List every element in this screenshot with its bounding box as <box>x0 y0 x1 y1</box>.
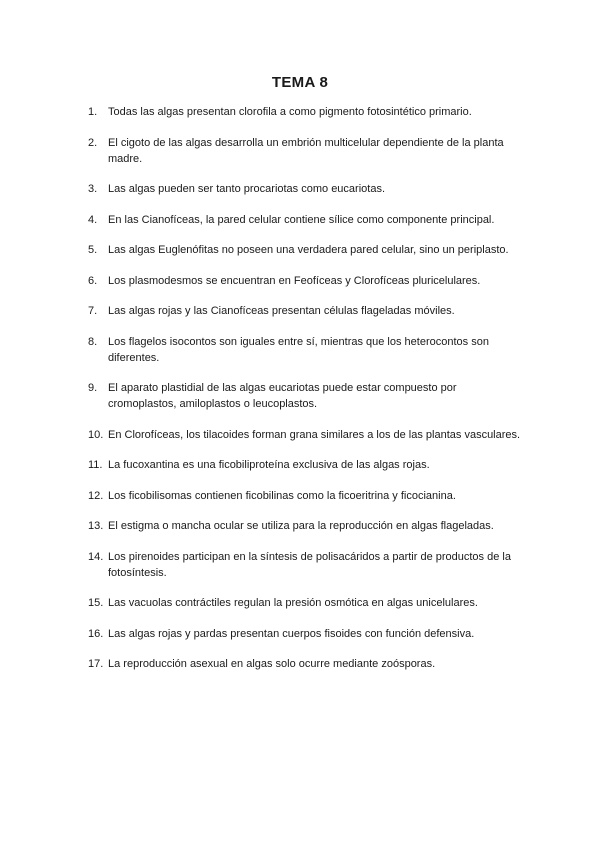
item-text: Los pirenoides participan en la síntesis de polisacáridos a partir de productos de la fotosíntesis. <box>108 550 511 579</box>
item-number: 10. <box>88 428 104 441</box>
item-number: 4. <box>88 213 98 226</box>
item-text: Los flagelos isocontos son iguales entre sí, mientras que los heterocontos son diferentes. <box>108 335 489 364</box>
item-text: La reproducción asexual en algas solo ocurre mediante zoósporas. <box>108 658 436 670</box>
item-text: Las vacuolas contráctiles regulan la presión osmótica en algas unicelulares. <box>108 597 478 609</box>
list-item <box>88 380 528 412</box>
list-item <box>88 488 528 504</box>
item-number: 5. <box>88 244 98 256</box>
item-text: Las algas pueden ser tanto procariotas como eucariotas. <box>108 183 385 195</box>
item-number: 14. <box>88 550 104 563</box>
item-number: 15. <box>88 597 104 609</box>
question-list <box>88 104 528 687</box>
list-item <box>88 656 528 672</box>
list-item <box>88 549 528 581</box>
list-item <box>88 104 528 120</box>
list-item <box>88 626 528 642</box>
list-item <box>88 518 528 534</box>
item-text: Los ficobilisomas contienen ficobilinas como la ficoeritrina y ficocianina. <box>108 489 456 502</box>
item-text: Todas las algas presentan clorofila a como pigmento fotosintético primario. <box>108 106 472 118</box>
item-text: En Clorofíceas, los tilacoides forman grana similares a los de las plantas vasculares. <box>108 428 521 441</box>
item-text: La fucoxantina es una ficobiliproteína exclusiva de las algas rojas. <box>108 459 430 471</box>
list-item <box>88 242 528 258</box>
item-number: 11. <box>88 459 103 471</box>
list-item <box>88 334 528 366</box>
item-number: 9. <box>88 382 98 394</box>
item-text: Las algas rojas y pardas presentan cuerpos fisoides con función defensiva. <box>108 627 475 640</box>
item-text: Los plasmodesmos se encuentran en Feofíceas y Clorofíceas pluricelulares. <box>108 274 481 287</box>
page-title: TEMA 8 <box>271 74 329 91</box>
item-number: 7. <box>88 305 98 317</box>
list-item <box>88 427 528 443</box>
item-text: Las algas Euglenófitas no poseen una verdadera pared celular, sino un periplasto. <box>108 244 509 256</box>
item-number: 1. <box>88 106 98 118</box>
item-text: El cigoto de las algas desarrolla un embrión multicelular dependiente de la planta madre. <box>108 136 504 165</box>
item-text: El aparato plastidial de las algas eucariotas puede estar compuesto por cromoplastos, amiloplastos o leucoplastos. <box>108 382 457 410</box>
item-number: 17. <box>88 658 104 670</box>
list-item <box>88 595 528 611</box>
list-item <box>88 181 528 197</box>
list-item <box>88 212 528 228</box>
item-text: En las Cianofíceas, la pared celular contiene sílice como componente principal. <box>108 213 495 226</box>
item-number: 6. <box>88 274 98 287</box>
list-item <box>88 303 528 319</box>
item-text: Las algas rojas y las Cianofíceas presentan células flageladas móviles. <box>108 305 455 317</box>
item-number: 3. <box>88 183 98 195</box>
list-item <box>88 135 528 167</box>
list-item <box>88 273 528 289</box>
item-number: 2. <box>88 136 98 149</box>
item-number: 16. <box>88 627 104 640</box>
item-text: El estigma o mancha ocular se utiliza para la reproducción en algas flageladas. <box>108 520 494 532</box>
list-item <box>88 457 528 473</box>
item-number: 13. <box>88 520 104 532</box>
item-number: 8. <box>88 335 98 348</box>
item-number: 12. <box>88 489 104 502</box>
